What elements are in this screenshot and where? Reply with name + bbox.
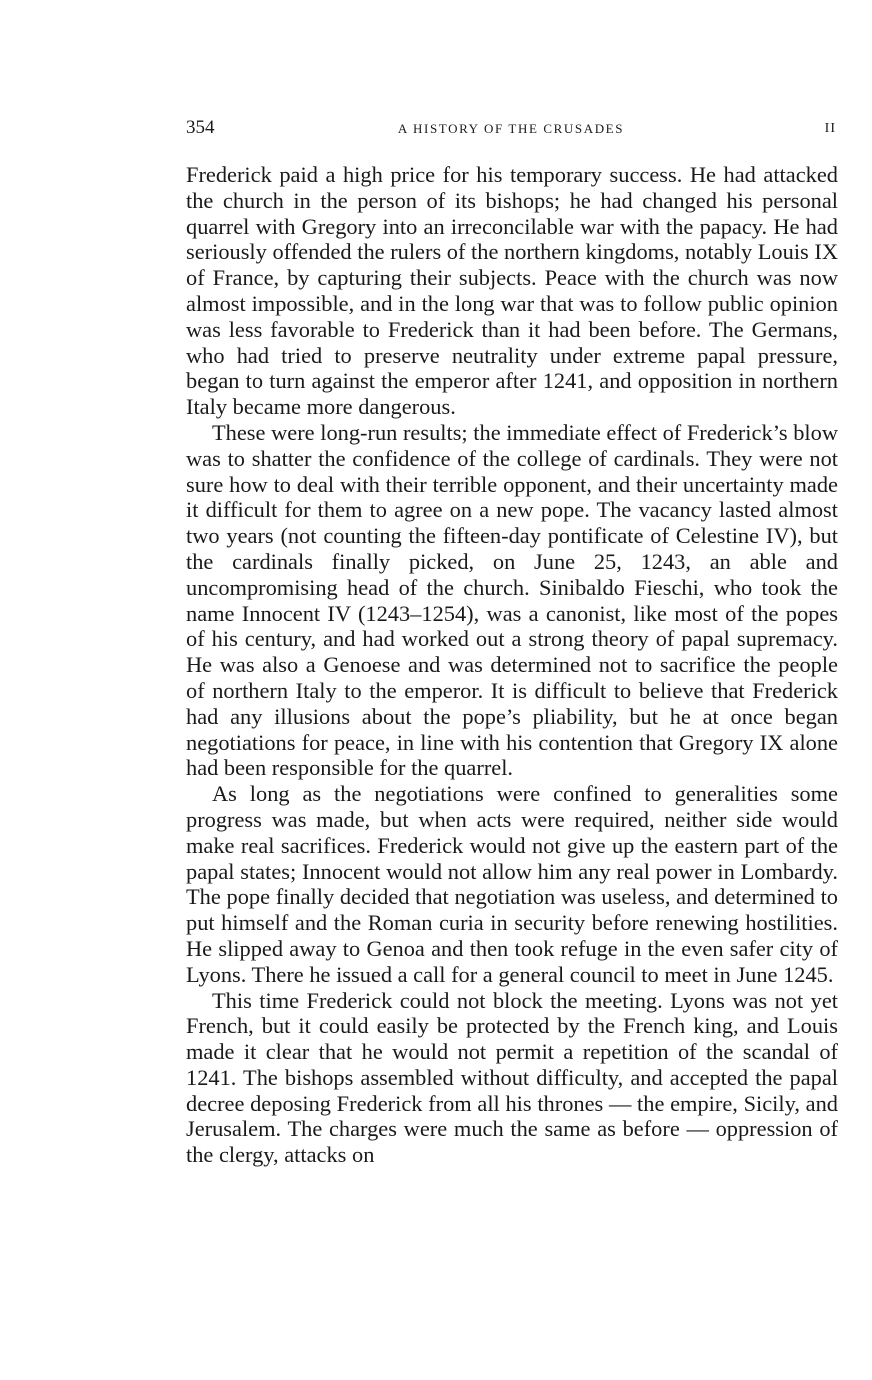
running-head bbox=[186, 116, 836, 140]
paragraph-2: These were long-run results; the immediate effect of Frederick’s blow was to shatter the confidence of the college of cardinals. They were not sure how to deal with their terrible opponent, and their uncertainty made it difficult for them to agree on a new pope. The vacancy lasted almost two years (not counting the fifteen-day pontificate of Celestine IV), but the cardinals finally picked, on June 25, 1243, an able and uncompromising head of the church. Sinibaldo Fieschi, who took the name Innocent IV (1243–1254), was a canonist, like most of the popes of his century, and had worked out a strong theory of papal supremacy. He was also a Genoese and was determined not to sacrifice the people of northern Italy to the emperor. It is difficult to believe that Frederick had any illusions about the pope’s pliability, but he at once began negotiations for peace, in line with his contention that Gregory IX alone had been responsible for the quarrel. bbox=[186, 419, 838, 781]
paragraph-4: This time Frederick could not block the meeting. Lyons was not yet French, but it could easily be protected by the French king, and Louis made it clear that he would not permit a repetition of the scandal of 1241. The bishops assembled without difficulty, and accepted the papal decree deposing Frederick from all his thrones — the empire, Sicily, and Jerusalem. The charges were much the same as before — oppression of the clergy, attacks on bbox=[186, 987, 838, 1168]
running-title: A HISTORY OF THE CRUSADES bbox=[397, 121, 625, 136]
paragraph-1: Frederick paid a high price for his temporary success. He had attacked the church in the person of its bishops; he had changed his personal quarrel with Gregory into an irreconcilable war with the papacy. He had seriously offended the rulers of the northern kingdoms, notably Louis IX of France, by capturing their subjects. Peace with the church was now almost impossible, and in the long war that was to follow public opinion was less favorable to Frederick than it had been before. The Germans, who had tried to preserve neutrality under extreme papal pressure, began to turn against the emperor after 1241, and opposition in northern Italy became more dangerous. bbox=[186, 162, 838, 420]
volume-number: II bbox=[824, 121, 836, 136]
page-number: 354 bbox=[186, 117, 215, 138]
body-text bbox=[186, 162, 838, 1168]
paragraph-3: As long as the negotiations were confined to generalities some progress was made, but when acts were required, neither side would make real sacrifices. Frederick would not give up the eastern part of the papal states; Innocent would not allow him any real power in Lombardy. The pope finally decided that negotiation was useless, and determined to put himself and the Roman curia in security before renewing hostilities. He slipped away to Genoa and then took refuge in the even safer city of Lyons. There he issued a call for a general council to meet in June 1245. bbox=[186, 781, 838, 987]
